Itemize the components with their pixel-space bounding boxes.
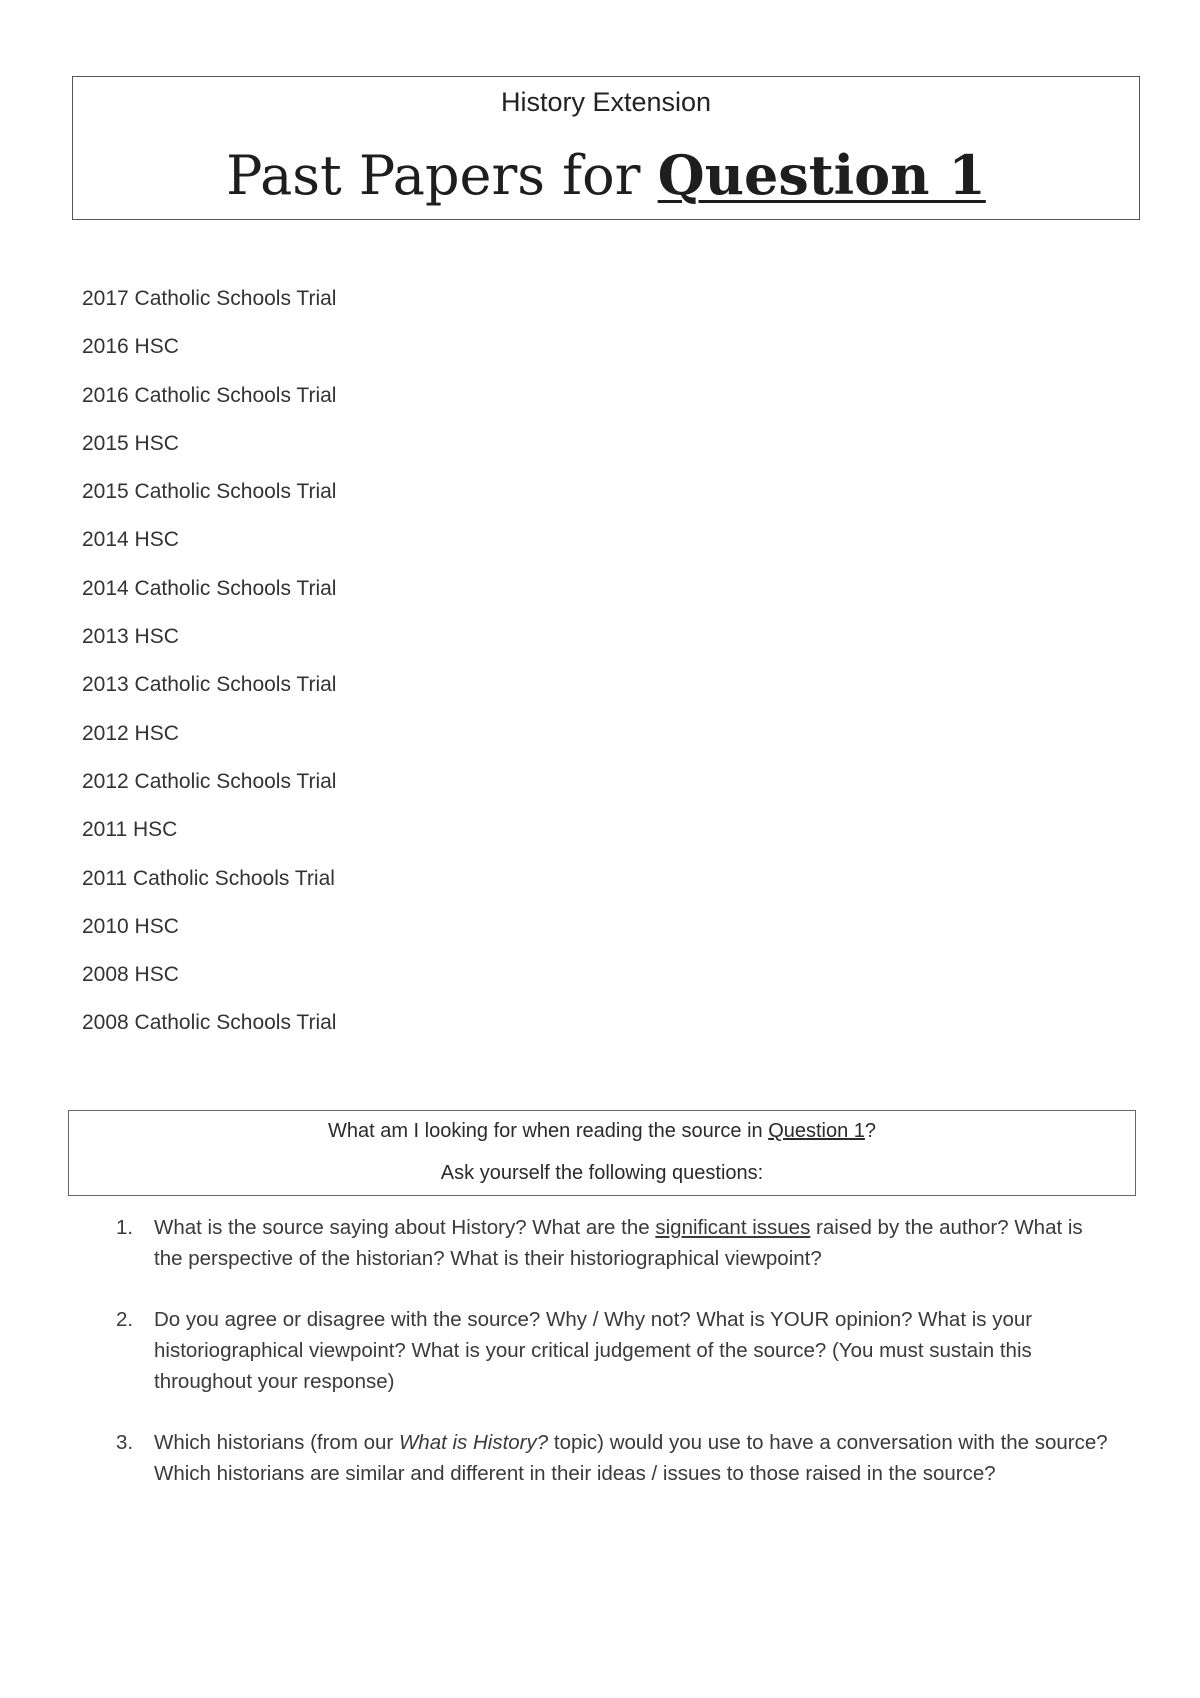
- title-box: [72, 76, 1140, 220]
- list-item: 2013 HSC: [82, 625, 179, 649]
- list-item: 2013 Catholic Schools Trial: [82, 673, 337, 697]
- list-item: 2015 Catholic Schools Trial: [82, 480, 337, 504]
- question-item: [116, 1304, 1116, 1397]
- list-item: 2017 Catholic Schools Trial: [82, 287, 337, 310]
- list-item: 2016 Catholic Schools Trial: [82, 383, 337, 407]
- guide-heading-suffix: ?: [864, 1120, 877, 1142]
- question-text: What is the source saying about History? What are the: [154, 1216, 656, 1239]
- list-item: 2008 HSC: [82, 963, 179, 987]
- question-number: 2.: [116, 1308, 134, 1331]
- question-item: [116, 1427, 1116, 1489]
- title-emphasis: Question 1: [657, 143, 986, 207]
- guide-heading-ref: Question 1: [768, 1120, 865, 1142]
- list-item: 2010 HSC: [82, 914, 179, 938]
- question-text: Do you agree or disagree with the source? Why / Why not? What is YOUR opinion? What is your historiographical viewpoint? What is your critical judgement of the source? (You must sustain this throughout your response): [154, 1308, 1033, 1393]
- subject-label: History Extension: [500, 87, 712, 117]
- question-item: [116, 1212, 1116, 1274]
- list-item: 2011 Catholic Schools Trial: [82, 866, 335, 890]
- question-text: raised by the author? What is the perspective of the historian? What is their historiographical viewpoint?: [154, 1216, 1083, 1270]
- guide-box: [68, 1110, 1136, 1196]
- questions-list: [116, 1212, 1116, 1519]
- title-prefix: Past Papers for: [226, 144, 658, 207]
- question-number: 1.: [116, 1216, 134, 1239]
- list-item: 2012 HSC: [82, 721, 179, 745]
- page-title: [73, 143, 1139, 207]
- guide-heading-prefix: What am I looking for when reading the source in: [327, 1120, 769, 1142]
- guide-heading: [69, 1120, 1135, 1143]
- question-underlined: significant issues: [655, 1216, 811, 1239]
- question-number: 3.: [116, 1431, 134, 1454]
- list-item: 2014 HSC: [82, 528, 179, 552]
- list-item: 2014 Catholic Schools Trial: [82, 576, 337, 600]
- list-item: 2008 Catholic Schools Trial: [82, 1011, 337, 1035]
- list-item: 2015 HSC: [82, 431, 179, 455]
- past-papers-list: [82, 284, 336, 1057]
- question-text: Which historians (from our: [154, 1431, 399, 1454]
- list-item: 2012 Catholic Schools Trial: [82, 769, 337, 793]
- list-item: 2016 HSC: [82, 335, 179, 359]
- question-italic: What is History?: [398, 1431, 549, 1454]
- guide-subheading: Ask yourself the following questions:: [440, 1162, 764, 1184]
- list-item: 2011 HSC: [82, 818, 178, 842]
- question-text: topic) would you use to have a conversation with the source? Which historians are similar and different in their ideas / issues to those raised in the source?: [154, 1431, 1108, 1485]
